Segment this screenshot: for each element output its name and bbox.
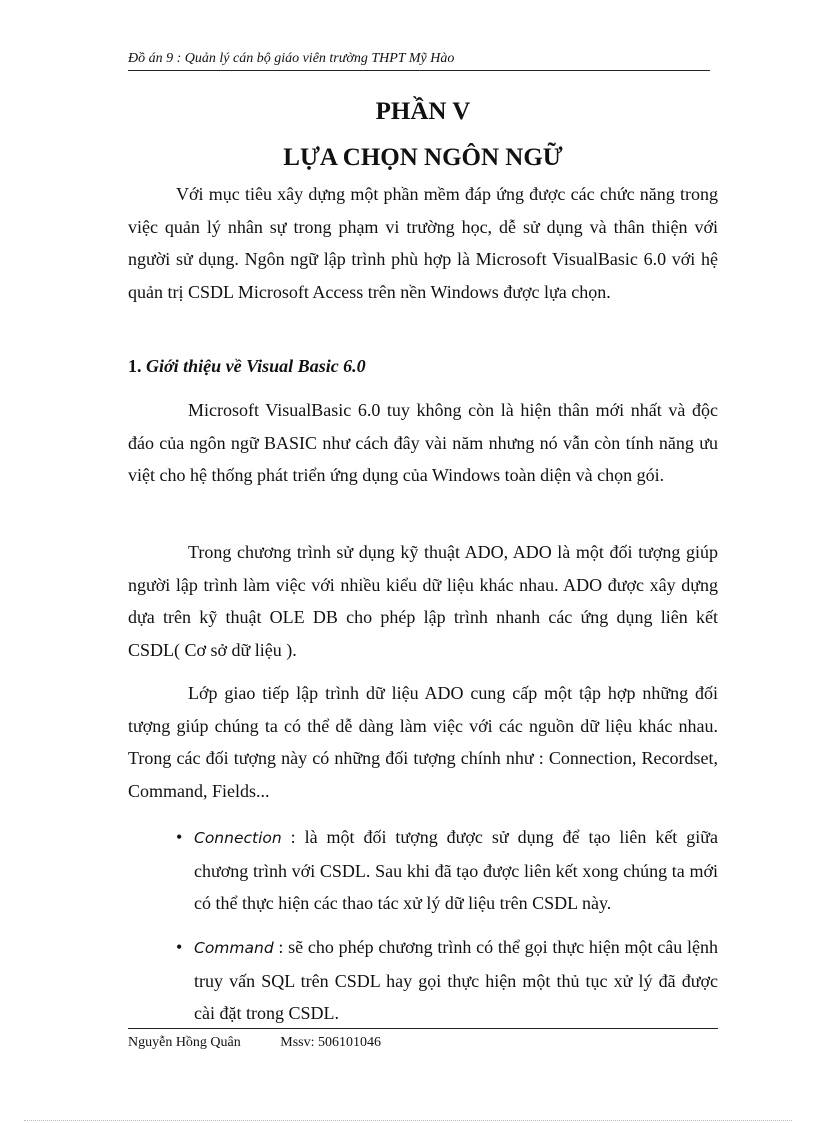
section-title: Giới thiệu về Visual Basic 6.0 [146,356,366,376]
paragraph-text: Microsoft VisualBasic 6.0 tuy không còn là hiện thân mới nhất và độc đáo của ngôn ngữ BASIC như cách đây vài năm nhưng nó vẫn còn tính năng ưu việt cho hệ thống phát triển ứng dụng của Windows toàn diện và chọn gói. [128,400,718,486]
paragraph-vb [128,394,718,492]
bullet-text: : là một đối tượng được sử dụng để tạo liên kết giữa chương trình với CSDL. Sau khi đã tạo được liên kết xong chúng ta mới có thể thực hiện các thao tác xử lý dữ liệu trên CSDL này. [194,827,718,914]
chapter-title: LỰA CHỌN NGÔN NGỮ [283,144,563,171]
paragraph-text: Lớp giao tiếp lập trình dữ liệu ADO cung cấp một tập hợp những đối tượng giúp chúng ta có thể dễ dàng làm việc với các nguồn dữ liệu khác nhau. Trong các đối tượng này có những đối tượng chính như : Connection, Recordset, Command, Fields... [128,683,718,801]
footer-divider [128,1028,718,1029]
paragraph-ado [128,536,718,666]
bullet-item-connection [176,821,718,920]
page-header [128,50,710,71]
page-edge-divider [24,1120,792,1121]
part-title: PHẦN V [375,98,471,125]
intro-text: Với mục tiêu xây dựng một phần mềm đáp ứng được các chức năng trong việc quản lý nhân sự trong phạm vi trường học, dễ sử dụng và thân thiện với người sử dụng. Ngôn ngữ lập trình phù hợp là Microsoft VisualBasic 6.0 với hệ quản trị CSDL Microsoft Access trên nền Windows được lựa chọn. [128,184,718,302]
header-text: Đồ án 9 : Quản lý cán bộ giáo viên trường THPT Mỹ Hào [128,51,455,66]
intro-paragraph [128,178,718,308]
bullet-dot-icon: • [176,937,183,957]
bullet-dot-icon: • [176,827,183,847]
paragraph-text: Trong chương trình sử dụng kỹ thuật ADO, ADO là một đối tượng giúp người lập trình làm việc với nhiều kiểu dữ liệu khác nhau. ADO được xây dựng dựa trên kỹ thuật OLE DB cho phép lập trình nhanh các ứng dụng liên kết CSDL( Cơ sở dữ liệu ). [128,542,718,660]
bullet-text: : sẽ cho phép chương trình có thể gọi thực hiện một câu lệnh truy vấn SQL trên CSDL hay gọi thực hiện một thủ tục xử lý đã được cài đặt trong CSDL. [194,937,719,1024]
bullet-term: Command [194,939,274,957]
footer-student-id: Mssv: 506101046 [280,1035,381,1050]
section-heading [128,354,366,378]
bullet-item-command [176,931,718,1030]
page-footer [128,1034,381,1052]
section-number: 1. [128,356,142,376]
paragraph-ado-objects [128,677,718,807]
bullet-term: Connection [194,829,282,847]
footer-author: Nguyễn Hồng Quân [128,1035,241,1050]
